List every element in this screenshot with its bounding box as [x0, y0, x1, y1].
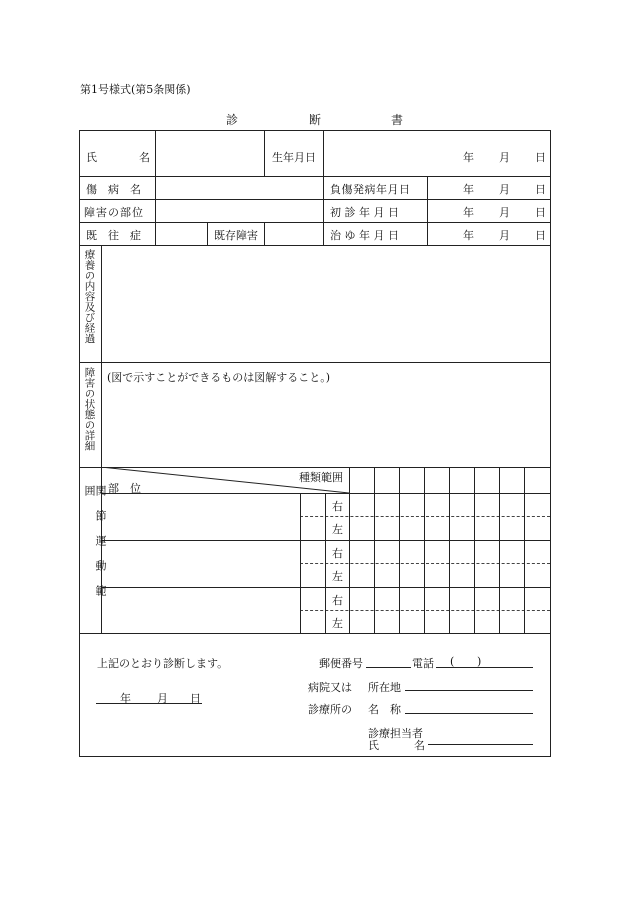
right-label-3: 右 [332, 594, 343, 607]
type-range-label: 種類範囲 [299, 471, 343, 484]
phone-field[interactable] [436, 667, 533, 668]
doctor-name-field[interactable] [428, 744, 533, 745]
history-label: 既 往 症 [86, 229, 141, 242]
sign-day-label: 日 [190, 692, 201, 705]
birth-month-label: 月 [499, 151, 510, 164]
right-label-1: 右 [332, 500, 343, 513]
first-visit-field[interactable] [428, 200, 549, 221]
onset-year-label: 年 [463, 183, 474, 196]
part-label: 部 位 [108, 482, 141, 495]
sign-date-underline[interactable] [96, 703, 202, 704]
sign-year-label: 年 [120, 692, 131, 705]
cure-date-field[interactable] [428, 223, 549, 244]
condition-note: (図で示すことができるものは図解すること。) [107, 371, 331, 384]
phone-label: 電話 [412, 657, 434, 670]
birth-day-label: 日 [535, 151, 546, 164]
existing-disability-label: 既存障害 [214, 229, 258, 242]
onset-month-label: 月 [499, 183, 510, 196]
right-label-2: 右 [332, 547, 343, 560]
history-field[interactable] [156, 223, 206, 244]
name-field[interactable] [156, 131, 263, 175]
doctor-name-label-a: 氏 [368, 739, 379, 752]
phone-paren-open: ( [450, 655, 455, 668]
condition-field[interactable] [102, 363, 549, 466]
joint-range-label: 関節運動範囲 [83, 485, 107, 610]
disability-site-field[interactable] [156, 200, 322, 221]
treatment-label: 療養の内容及び経過 [83, 249, 96, 344]
disability-site-label: 障害の部位 [84, 206, 144, 219]
cure-month-label: 月 [499, 229, 510, 242]
diagnosis-statement: 上記のとおり診断します。 [97, 657, 229, 670]
clinic-label: 診療所の [308, 703, 352, 716]
first-visit-label: 初 診 年 月 日 [330, 206, 399, 219]
first-visit-year-label: 年 [463, 206, 474, 219]
condition-label: 障害の状態の詳細 [83, 367, 96, 451]
injury-field[interactable] [156, 177, 322, 198]
onset-date-field[interactable] [428, 177, 549, 198]
facility-name-field[interactable] [405, 713, 533, 714]
left-label-2: 左 [332, 570, 343, 583]
joint-part-field-2[interactable] [102, 541, 299, 586]
hospital-label: 病院又は [308, 681, 352, 694]
postal-field[interactable] [366, 667, 411, 668]
joint-part-field-3[interactable] [102, 588, 299, 632]
form-number: 第1号様式(第5条関係) [80, 83, 191, 96]
title-char-2: 断 [309, 113, 322, 127]
onset-date-label: 負傷発病年月日 [330, 183, 411, 196]
sign-month-label: 月 [157, 692, 168, 705]
facility-name-label: 名 称 [368, 703, 401, 716]
joint-part-field-1[interactable] [102, 494, 299, 539]
injury-label: 傷 病 名 [86, 183, 141, 196]
left-label-3: 左 [332, 617, 343, 630]
doctor-label: 診療担当者 [368, 727, 423, 740]
existing-disability-field[interactable] [265, 223, 322, 244]
doctor-name-label-b: 名 [414, 739, 425, 752]
birth-year-label: 年 [463, 151, 474, 164]
birth-date-label: 生年月日 [272, 151, 316, 164]
cure-date-label: 治 ゆ 年 月 日 [330, 229, 399, 242]
address-label: 所在地 [368, 681, 401, 694]
name-label-a: 氏 [86, 151, 97, 164]
cure-year-label: 年 [463, 229, 474, 242]
cure-day-label: 日 [535, 229, 546, 242]
postal-label: 郵便番号 [319, 657, 363, 670]
left-label-1: 左 [332, 523, 343, 536]
phone-paren-close: ) [477, 655, 482, 668]
birth-date-field[interactable] [324, 131, 549, 175]
first-visit-month-label: 月 [499, 206, 510, 219]
address-field[interactable] [405, 690, 533, 691]
title-char-3: 書 [391, 113, 404, 127]
treatment-field[interactable] [102, 246, 549, 361]
onset-day-label: 日 [535, 183, 546, 196]
title-char-1: 診 [226, 113, 239, 127]
first-visit-day-label: 日 [535, 206, 546, 219]
name-label-b: 名 [139, 151, 150, 164]
